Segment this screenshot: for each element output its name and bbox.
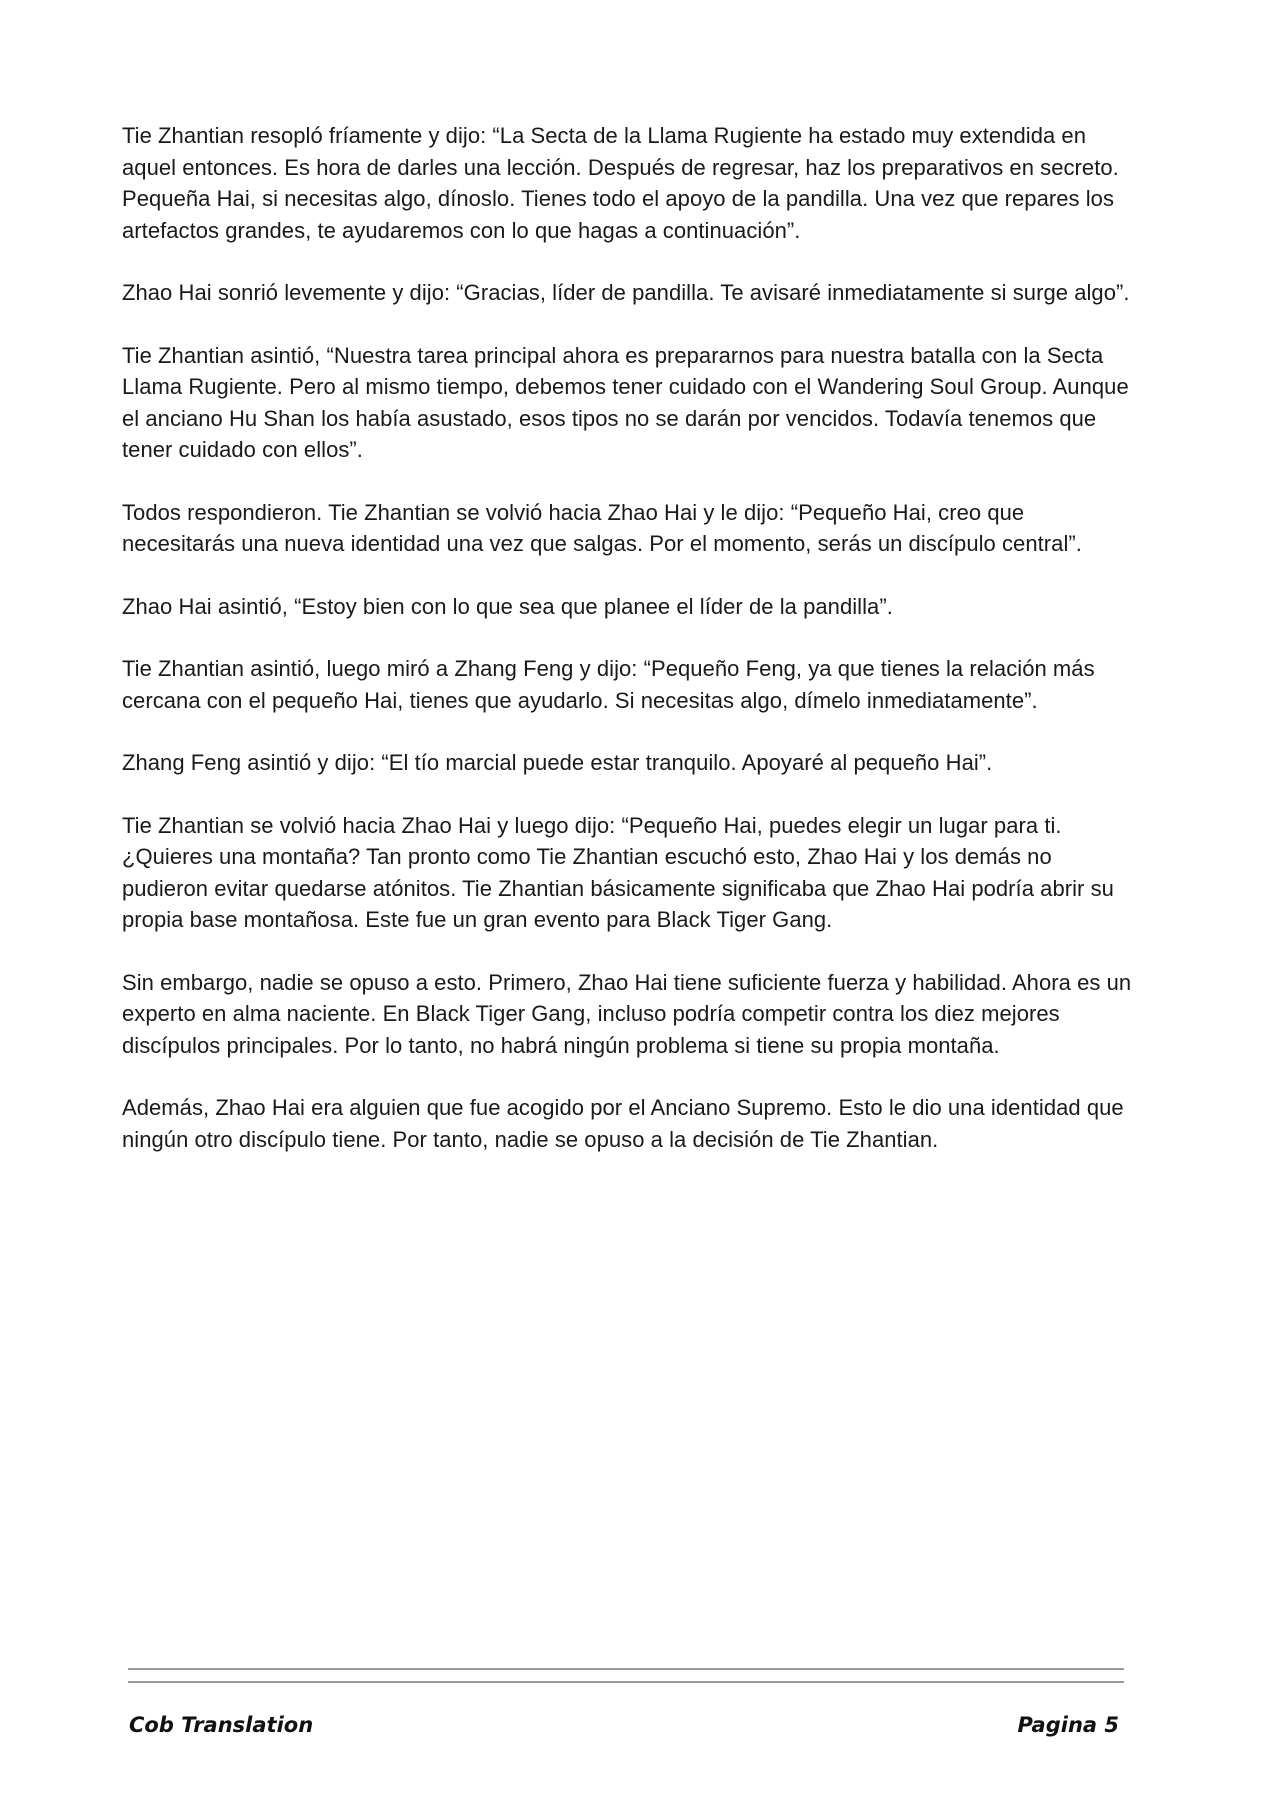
paragraph-7: Zhang Feng asintió y dijo: “El tío marcial puede estar tranquilo. Apoyaré al pequeño Hai”. bbox=[122, 750, 993, 775]
footer-divider-bottom bbox=[128, 1681, 1124, 1683]
paragraph-10: Además, Zhao Hai era alguien que fue acogido por el Anciano Supremo. Esto le dio una identidad que ningún otro discípulo tiene. Por tanto, nadie se opuso a la decisión de Tie Zhantian. bbox=[122, 1095, 1124, 1152]
paragraph-4: Todos respondieron. Tie Zhantian se volvió hacia Zhao Hai y le dijo: “Pequeño Hai, creo que necesitarás una nueva identidad una vez que salgas. Por el momento, serás un discípulo central”. bbox=[122, 499, 1082, 556]
footer-translator-name: Cob Translation bbox=[129, 1713, 314, 1737]
paragraph-8: Tie Zhantian se volvió hacia Zhao Hai y luego dijo: “Pequeño Hai, puedes elegir un lugar para ti. ¿Quieres una montaña? Tan pronto como Tie Zhantian escuchó esto, Zhao Hai y los demás no pudieron evitar quedarse atónitos. Tie Zhantian básicamente significaba que Zhao Hai podría abrir su propia base montañosa. Este fue un gran evento para Black Tiger Gang. bbox=[122, 812, 1114, 932]
footer-page-number: Pagina 5 bbox=[1017, 1713, 1119, 1737]
footer-divider-top bbox=[128, 1668, 1124, 1670]
paragraph-6: Tie Zhantian asintió, luego miró a Zhang Feng y dijo: “Pequeño Feng, ya que tienes la relación más cercana con el pequeño Hai, tienes que ayudarlo. Si necesitas algo, dímelo inmediatamente”. bbox=[122, 656, 1095, 713]
paragraph-3: Tie Zhantian asintió, “Nuestra tarea principal ahora es prepararnos para nuestra batalla con la Secta Llama Rugiente. Pero al mismo tiempo, debemos tener cuidado con el Wandering Soul Group. Aunque el anciano Hu Shan los había asustado, esos tipos no se darán por vencidos. Todavía tenemos que tener cuidado con ellos”. bbox=[122, 342, 1129, 462]
paragraph-2: Zhao Hai sonrió levemente y dijo: “Gracias, líder de pandilla. Te avisaré inmediatamente si surge algo”. bbox=[122, 280, 1130, 305]
paragraph-9: Sin embargo, nadie se opuso a esto. Primero, Zhao Hai tiene suficiente fuerza y habilidad. Ahora es un experto en alma naciente. En Black Tiger Gang, incluso podría competir contra los diez mejores discípulos principales. Por lo tanto, no habrá ningún problema si tiene su propia montaña. bbox=[122, 969, 1132, 1058]
paragraph-5: Zhao Hai asintió, “Estoy bien con lo que sea que planee el líder de la pandilla”. bbox=[122, 593, 893, 619]
document-body bbox=[122, 120, 1142, 1186]
paragraph-1: Tie Zhantian resopló fríamente y dijo: “La Secta de la Llama Rugiente ha estado muy extendida en aquel entonces. Es hora de darles una lección. Después de regresar, haz los preparativos en secreto. Pequeña Hai, si necesitas algo, dínoslo. Tienes todo el apoyo de la pandilla. Una vez que repares los artefactos grandes, te ayudaremos con lo que hagas a continuación”. bbox=[122, 123, 1119, 243]
